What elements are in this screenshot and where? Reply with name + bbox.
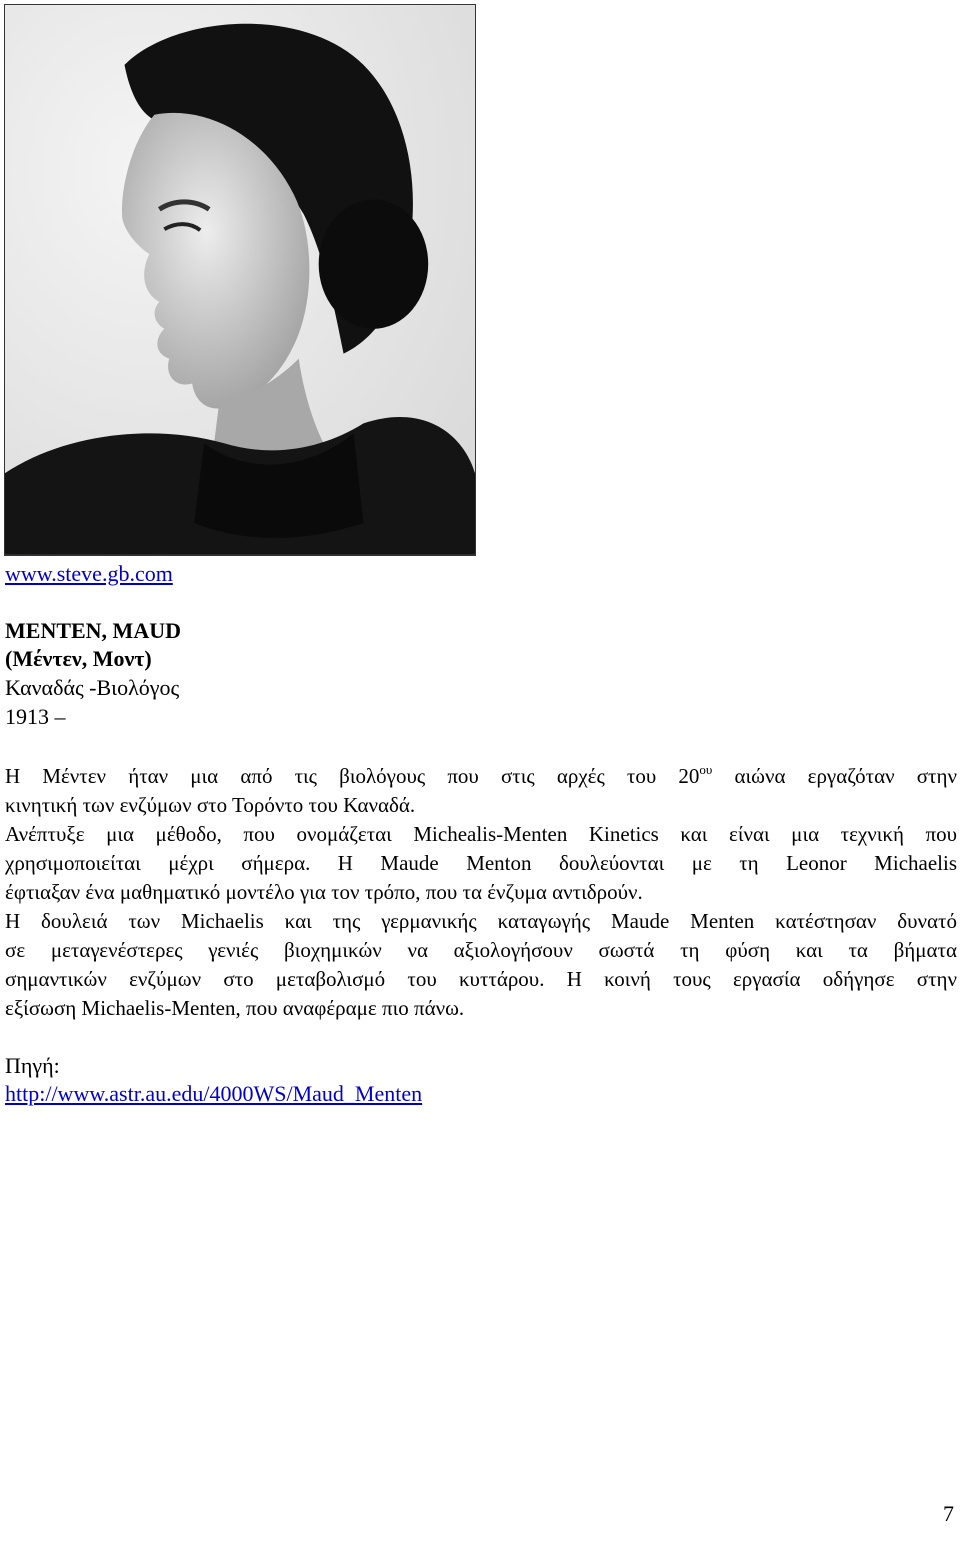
- name-latin: MENTEN, MAUD: [5, 618, 181, 643]
- body-line-8: σημαντικών ενζύμων στο μεταβολισμό του κυττάρου. Η κοινή τους εργασία οδήγησε στην: [5, 967, 957, 991]
- portrait-illustration: [5, 5, 475, 555]
- source-link[interactable]: http://www.astr.au.edu/4000WS/Maud_Menten: [5, 1081, 423, 1106]
- body-line-4: χρησιμοποιείται μέχρι σήμερα. Η Maude Menton δουλεύονται με τη Leonor Michaelis: [5, 851, 957, 875]
- name-greek: (Μέντεν, Μοντ): [5, 646, 152, 671]
- body-line-2: κινητική των ενζύμων στο Τορόντο του Καναδά.: [5, 793, 416, 817]
- page-number: 7: [943, 1501, 954, 1526]
- body-line-7: σε μεταγενέστερες γενιές βιοχημικών να αξιολογήσουν σωστά τη φύση και τα βήματα: [5, 938, 957, 962]
- body-line-6: Η δουλειά των Michaelis και της γερμανικής καταγωγής Maude Menten κατέστησαν δυνατό: [5, 909, 957, 933]
- body-line-1-text: Η Μέντεν ήταν μια από τις βιολόγους που στις αρχές του 20: [5, 764, 700, 788]
- portrait-photo: [4, 4, 476, 556]
- body-line-1: [5, 762, 957, 790]
- body-line-9: εξίσωση Michaelis-Menten, που αναφέραμε πιο πάνω.: [5, 996, 465, 1020]
- body-line-1-rest: αιώνα εργαζόταν στην: [712, 764, 957, 788]
- header-link[interactable]: www.steve.gb.com: [5, 561, 173, 586]
- body-line-3: Ανέπτυξε μια μέθοδο, που ονομάζεται Michealis-Menten Kinetics και είναι μια τεχνική που: [5, 822, 957, 846]
- source-label: Πηγή:: [5, 1053, 60, 1078]
- superscript: ου: [699, 762, 713, 777]
- subtitle: Καναδάς -Βιολόγος: [5, 675, 180, 700]
- year: 1913 –: [5, 704, 66, 729]
- body-line-5: έφτιαξαν ένα μαθηματικό μοντέλο για τον τρόπο, που τα ένζυμα αντιδρούν.: [5, 880, 643, 904]
